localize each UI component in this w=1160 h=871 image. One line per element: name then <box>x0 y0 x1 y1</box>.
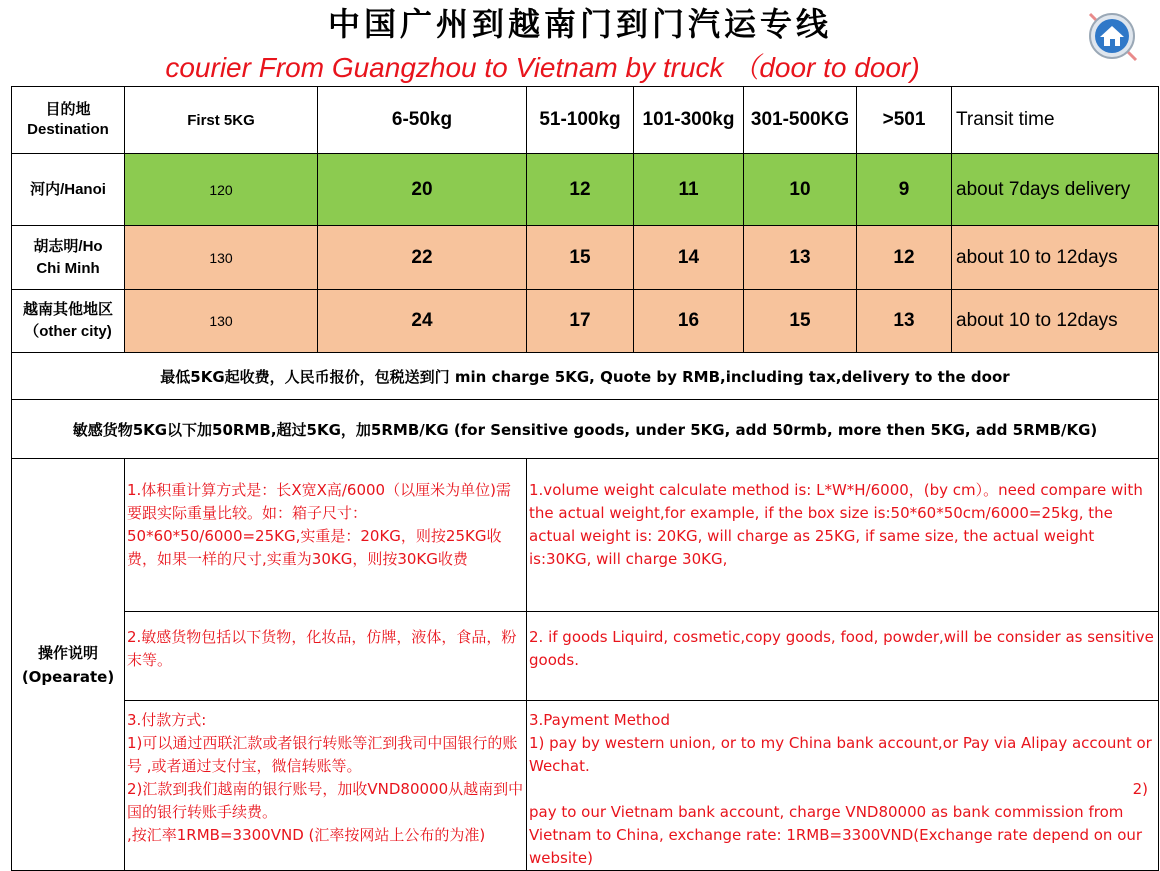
operate-row-3 <box>12 701 1159 871</box>
weight-6-50-header: 6-50kg <box>318 87 527 154</box>
first-5kg-cell: 130 <box>125 290 318 353</box>
first-5kg-header: First 5KG <box>125 87 318 154</box>
table-row <box>12 290 1159 353</box>
sensitive-goods-row <box>12 400 1159 459</box>
rate-cell: 22 <box>318 226 527 290</box>
rate-cell: 15 <box>527 226 634 290</box>
rate-table <box>11 86 1159 871</box>
payment-en-2-marker: 2) <box>1132 780 1148 798</box>
rate-cell: 24 <box>318 290 527 353</box>
min-charge-note: 最低5KG起收费，人民币报价，包税送到门 min charge 5KG, Quote by RMB,including tax,delivery to the door <box>12 353 1159 400</box>
volume-weight-en: 1.volume weight calculate method is: L*W*H/6000，(by cm）。need compare with the actual weight,for example, if the box size is:50*60*50cm/6000=25kg, the actual weight is: 20KG, will charge as 25KG, if same size, the actual weight is:30KG, will charge 30KG, <box>527 459 1159 612</box>
transit-cell: about 7days delivery <box>952 154 1159 226</box>
rate-cell: 9 <box>857 154 952 226</box>
page-title-cn: 中国广州到越南门到门汽运专线 <box>327 5 832 43</box>
weight-501-header: >501 <box>857 87 952 154</box>
payment-cn-3: ,按汇率1RMB=3300VND (汇率按网站上公布的为准) <box>127 826 486 844</box>
weight-301-500-header: 301-500KG <box>744 87 857 154</box>
rate-cell: 20 <box>318 154 527 226</box>
destination-cell <box>12 290 125 353</box>
payment-cn-title: 3.付款方式: <box>127 711 207 729</box>
weight-51-100-header: 51-100kg <box>527 87 634 154</box>
rate-cell: 14 <box>634 226 744 290</box>
payment-en-title: 3.Payment Method <box>529 711 671 729</box>
payment-en-2: pay to our Vietnam bank account, charge VND80000 as bank commission from Vietnam to China, exchange rate: 1RMB=3300VND(Exchange rate depend on our website) <box>529 803 1143 867</box>
destination-header <box>12 87 125 154</box>
payment-en-1: 1) pay by western union, or to my China bank account,or Pay via Alipay account or Wechat. <box>529 734 1152 775</box>
city-line2: Chi Minh <box>36 259 100 277</box>
transit-time-header: Transit time <box>952 87 1159 154</box>
payment-cn <box>125 701 527 871</box>
operate-label <box>12 459 125 871</box>
table-row <box>12 154 1159 226</box>
operate-label-en: (Opearate) <box>21 667 115 686</box>
min-charge-row <box>12 353 1159 400</box>
first-5kg-cell: 120 <box>125 154 318 226</box>
rate-cell: 11 <box>634 154 744 226</box>
sensitive-list-cn: 2.敏感货物包括以下货物，化妆品，仿牌，液体，食品，粉末等。 <box>125 612 527 701</box>
home-icon[interactable] <box>1086 10 1138 62</box>
rate-cell: 10 <box>744 154 857 226</box>
city-line1: 越南其他地区 <box>22 301 113 318</box>
volume-weight-cn: 1.体积重计算方式是：长X宽X高/6000（以厘米为单位)需要跟实际重量比较。如：箱子尺寸：50*60*50/6000=25KG,实重是：20KG，则按25KG收费，如果一样的尺寸,实重为30KG，则按30KG收费 <box>125 459 527 612</box>
sensitive-goods-note: 敏感货物5KG以下加50RMB,超过5KG，加5RMB/KG (for Sensitive goods, under 5KG, add 50rmb, more then 5KG, add 5RMB/KG) <box>12 400 1159 459</box>
destination-cell <box>12 226 125 290</box>
rate-cell: 16 <box>634 290 744 353</box>
rate-cell: 12 <box>857 226 952 290</box>
destination-cell <box>12 154 125 226</box>
transit-cell: about 10 to 12days <box>952 290 1159 353</box>
first-5kg-cell: 130 <box>125 226 318 290</box>
destination-header-en: Destination <box>27 121 109 138</box>
city-line1: 河内/Hanoi <box>30 180 106 198</box>
page-title-en: courier From Guangzhou to Vietnam by truck （door to door) <box>165 52 920 83</box>
rate-cell: 12 <box>527 154 634 226</box>
weight-101-300-header: 101-300kg <box>634 87 744 154</box>
operate-row-1 <box>12 459 1159 612</box>
city-line1: 胡志明/Ho <box>33 237 103 255</box>
sensitive-list-en: 2. if goods Liquird, cosmetic,copy goods, food, powder,will be consider as sensitive goods. <box>527 612 1159 701</box>
rate-cell: 17 <box>527 290 634 353</box>
payment-cn-1: 1)可以通过西联汇款或者银行转账等汇到我司中国银行的账号 ,或者通过支付宝，微信转账等。 <box>127 734 518 775</box>
payment-en <box>527 701 1159 871</box>
rate-cell: 13 <box>857 290 952 353</box>
payment-cn-2: 2)汇款到我们越南的银行账号，加收VND80000从越南到中国的银行转账手续费。 <box>127 780 524 821</box>
transit-cell: about 10 to 12days <box>952 226 1159 290</box>
city-line2: （other city) <box>24 323 112 340</box>
rate-cell: 15 <box>744 290 857 353</box>
operate-row-2 <box>12 612 1159 701</box>
table-row <box>12 226 1159 290</box>
operate-label-cn: 操作说明 <box>37 643 98 662</box>
header-row <box>12 87 1159 154</box>
rate-cell: 13 <box>744 226 857 290</box>
destination-header-cn: 目的地 <box>45 101 91 118</box>
